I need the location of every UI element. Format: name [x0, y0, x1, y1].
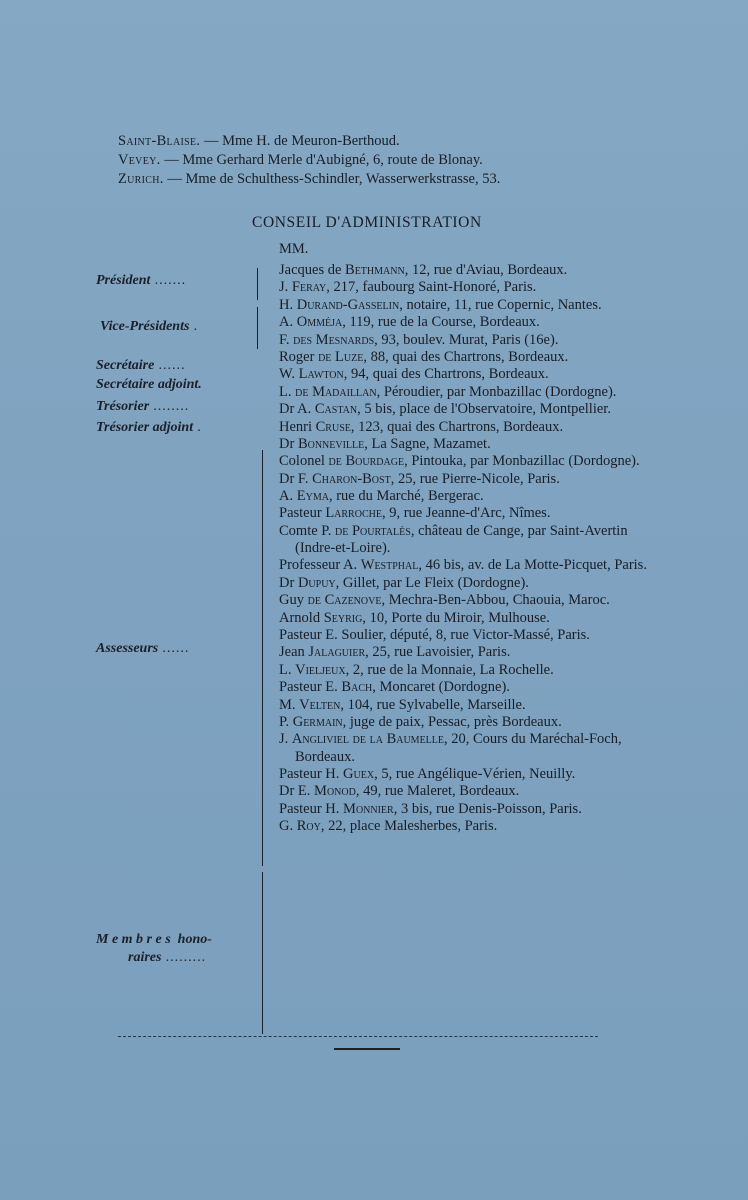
list-item: Dr A. Castan, 5 bis, place de l'Observatoire, Montpellier. [279, 401, 611, 418]
list-item: Colonel de Bourdage, Pintouka, par Monbazillac (Dordogne). [279, 453, 640, 470]
list-item: Comte P. de Pourtalès, château de Cange, par Saint-Avertin (Indre-et-Loire). [279, 522, 628, 557]
list-item: H. Durand-Gasselin, notaire, 11, rue Copernic, Nantes. [279, 296, 602, 313]
role-secretaire: Secrétaire ...... [96, 358, 186, 373]
address-line: Saint-Blaise. — Mme H. de Meuron-Berthoud. [118, 133, 400, 149]
list-item: Roger de Luze, 88, quai des Chartrons, Bordeaux. [279, 348, 569, 365]
role-membres-honoraires: M e m b r e s hono- [96, 932, 212, 947]
list-item: Professeur A. Westphal, 46 bis, av. de La Motte-Picquet, Paris. [279, 557, 647, 574]
brace [262, 450, 267, 866]
list-item: G. Roy, 22, place Malesherbes, Paris. [279, 818, 498, 835]
role-tresorier: Trésorier ........ [96, 399, 190, 414]
role-assesseurs: Assesseurs ...... [96, 641, 190, 656]
role-president: Président ....... [96, 273, 187, 288]
list-item: Dr E. Monod, 49, rue Maleret, Bordeaux. [279, 783, 520, 800]
list-item: P. Germain, juge de paix, Pessac, près Bordeaux. [279, 713, 562, 730]
list-item: J. Feray, 217, faubourg Saint-Honoré, Paris. [279, 279, 537, 296]
list-item: A. Omméja, 119, rue de la Course, Bordeaux. [279, 314, 540, 331]
list-item: Henri Cruse, 123, quai des Chartrons, Bordeaux. [279, 418, 564, 435]
list-item: Pasteur H. Guex, 5, rue Angélique-Vérien, Neuilly. [279, 765, 576, 782]
list-item: Dr Dupuy, Gillet, par Le Fleix (Dordogne). [279, 574, 529, 591]
brace [262, 872, 267, 1034]
divider-solid [334, 1048, 400, 1050]
role-membres-honoraires-cont: raires ......... [128, 950, 207, 965]
address-line: Zurich. — Mme de Schulthess-Schindler, Wasserwerkstrasse, 53. [118, 171, 501, 187]
role-secretaire-adjoint: Secrétaire adjoint. [96, 377, 202, 392]
list-item: Pasteur E. Bach, Moncaret (Dordogne). [279, 679, 510, 696]
brace [257, 268, 262, 300]
list-item: Jacques de Bethmann, 12, rue d'Aviau, Bordeaux. [279, 262, 568, 278]
divider-dashed [118, 1036, 598, 1037]
list-item: L. de Madaillan, Péroudier, par Monbazillac (Dordogne). [279, 383, 617, 400]
section-heading: CONSEIL D'ADMINISTRATION [252, 214, 482, 231]
top-addresses [118, 132, 500, 189]
list-item: A. Eyma, rue du Marché, Bergerac. [279, 488, 484, 505]
list-item: Pasteur H. Monnier, 3 bis, rue Denis-Poisson, Paris. [279, 800, 582, 817]
list-item: Jean Jalaguier, 25, rue Lavoisier, Paris. [279, 644, 511, 661]
list-item: Arnold Seyrig, 10, Porte du Miroir, Mulhouse. [279, 609, 550, 626]
list-item: L. Vieljeux, 2, rue de la Monnaie, La Rochelle. [279, 661, 554, 678]
list-item: Guy de Cazenove, Mechra-Ben-Abbou, Chaouia, Maroc. [279, 592, 610, 609]
list-item: M. Velten, 104, rue Sylvabelle, Marseille. [279, 696, 526, 713]
list-item: J. Angliviel de la Baumelle, 20, Cours du Maréchal-Foch, Bordeaux. [279, 731, 622, 765]
mm-label: MM. [279, 241, 309, 257]
list-item: W. Lawton, 94, quai des Chartrons, Bordeaux. [279, 366, 549, 383]
role-tresorier-adjoint: Trésorier adjoint . [96, 420, 203, 435]
brace [257, 307, 262, 349]
member-list [279, 262, 649, 836]
list-item: Dr F. Charon-Bost, 25, rue Pierre-Nicole, Paris. [279, 470, 560, 487]
list-item: Pasteur E. Soulier, député, 8, rue Victor-Massé, Paris. [279, 627, 590, 644]
address-line: Vevey. — Mme Gerhard Merle d'Aubigné, 6, route de Blonay. [118, 152, 483, 168]
list-item: Dr Bonneville, La Sagne, Mazamet. [279, 435, 491, 452]
list-item: Pasteur Larroche, 9, rue Jeanne-d'Arc, Nîmes. [279, 505, 551, 522]
role-vice-presidents: Vice-Présidents . [100, 319, 199, 334]
list-item: F. des Mesnards, 93, boulev. Murat, Paris (16e). [279, 331, 559, 348]
